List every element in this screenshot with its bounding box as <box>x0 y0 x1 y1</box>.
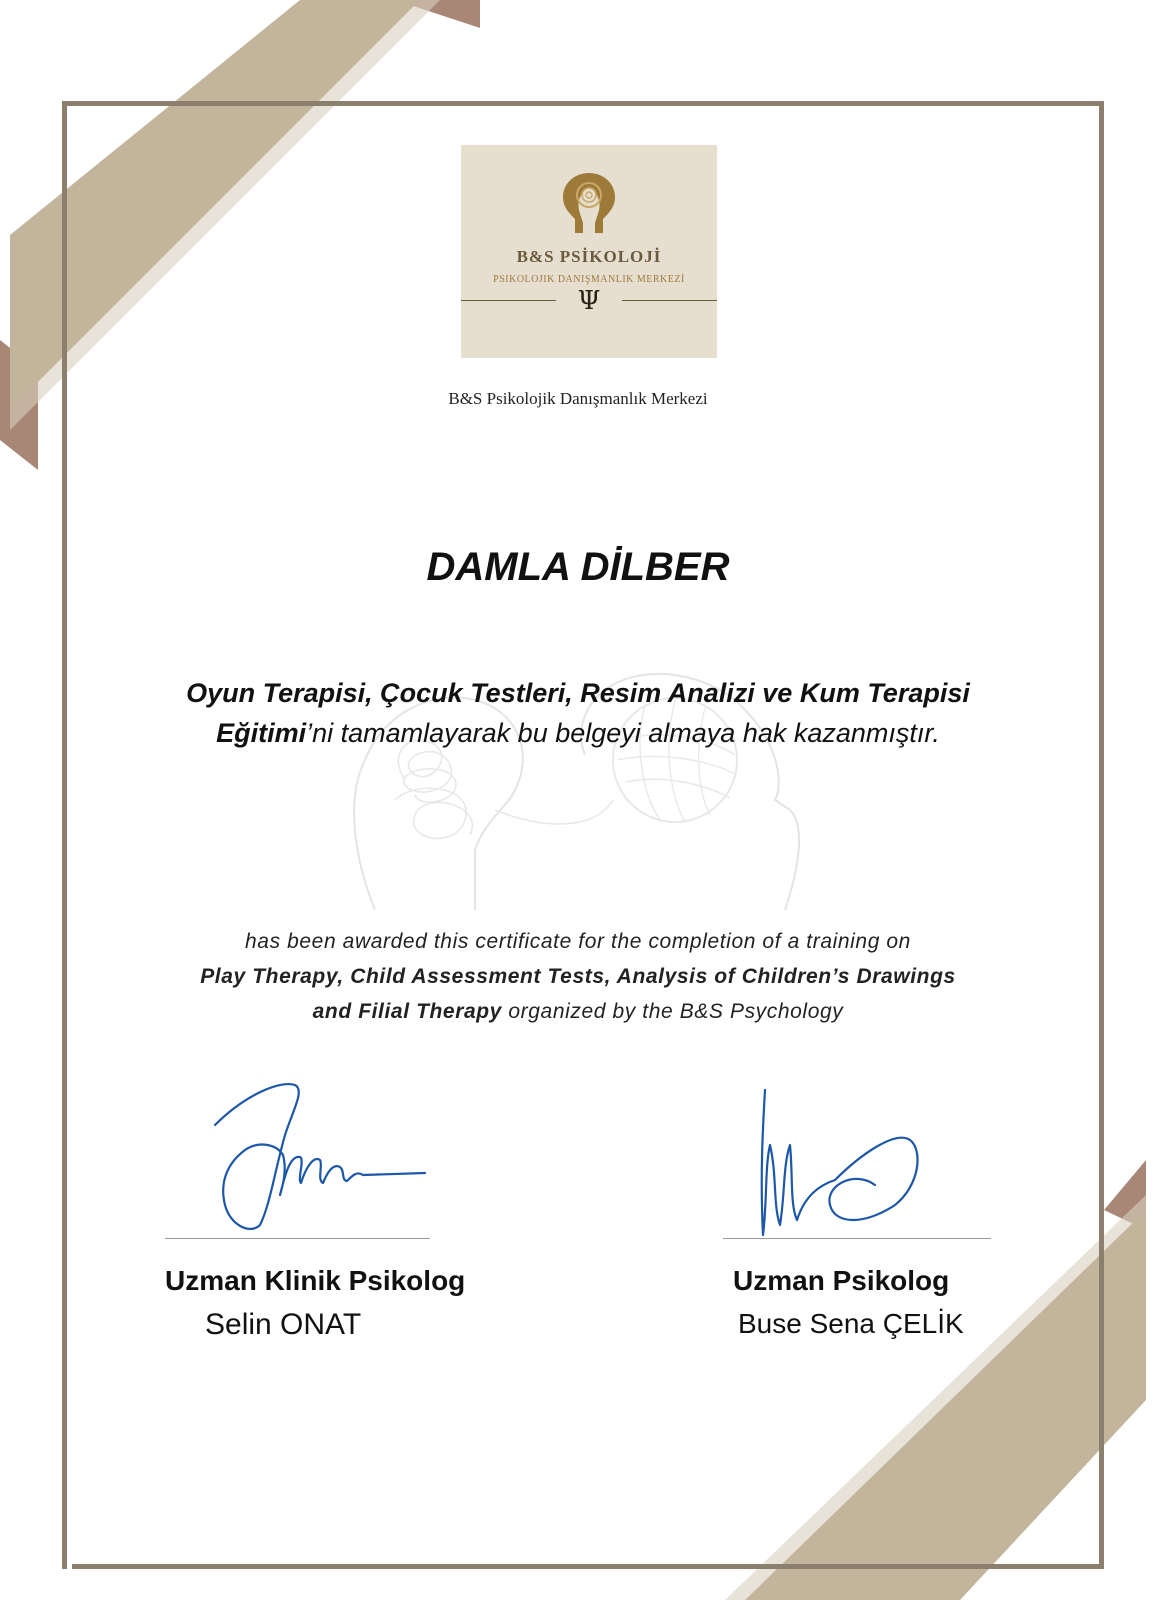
turkish-line-2 <box>0 718 1156 749</box>
logo <box>461 145 717 358</box>
organizer-statement-en: organized by the B&S Psychology <box>501 1000 844 1023</box>
training-title-tr-end: Eğitimi <box>216 718 307 748</box>
signatory-1-name: Selin ONAT <box>205 1308 362 1341</box>
frame-bottom <box>72 1564 1104 1569</box>
english-line-3 <box>0 1000 1156 1024</box>
training-title-tr: Oyun Terapisi, Çocuk Testleri, Resim Analizi ve Kum Terapisi <box>186 678 970 708</box>
turkish-line-1 <box>0 678 1156 709</box>
center-name: B&S Psikolojik Danışmanlık Merkezi <box>448 389 708 408</box>
training-title-en-end: and Filial Therapy <box>312 1000 502 1023</box>
signatory-2-title: Uzman Psikolog <box>733 1265 950 1296</box>
frame-left <box>62 101 67 1569</box>
training-title-en: Play Therapy, Child Assessment Tests, Analysis of Children’s Drawings <box>200 965 956 988</box>
frame-right <box>1099 101 1104 1569</box>
recipient-name: DAMLA DİLBER <box>426 545 730 589</box>
frame-top <box>62 101 1104 106</box>
award-statement-en: has been awarded this certificate for the completion of a training on <box>245 930 911 953</box>
logo-subtitle: PSIKOLOJIK DANIŞMANLIK MERKEZİ <box>493 274 685 285</box>
english-line-2 <box>0 965 1156 989</box>
award-statement-tr: ’ni tamamlayarak bu belgeyi almaya hak kazanmıştır. <box>306 718 940 748</box>
signatory-1-title: Uzman Klinik Psikolog <box>165 1265 466 1296</box>
english-line-1 <box>0 930 1156 954</box>
signature-left <box>205 1075 435 1235</box>
signatory-2-name: Buse Sena ÇELİK <box>738 1308 964 1339</box>
signature-right <box>745 1085 945 1240</box>
logo-title: B&S PSİKOLOJİ <box>516 247 662 266</box>
heads-emblem-icon <box>553 167 625 243</box>
signature-line-left <box>165 1238 430 1239</box>
psi-symbol-icon: Ψ <box>577 286 601 316</box>
signature-line-right <box>723 1238 991 1239</box>
